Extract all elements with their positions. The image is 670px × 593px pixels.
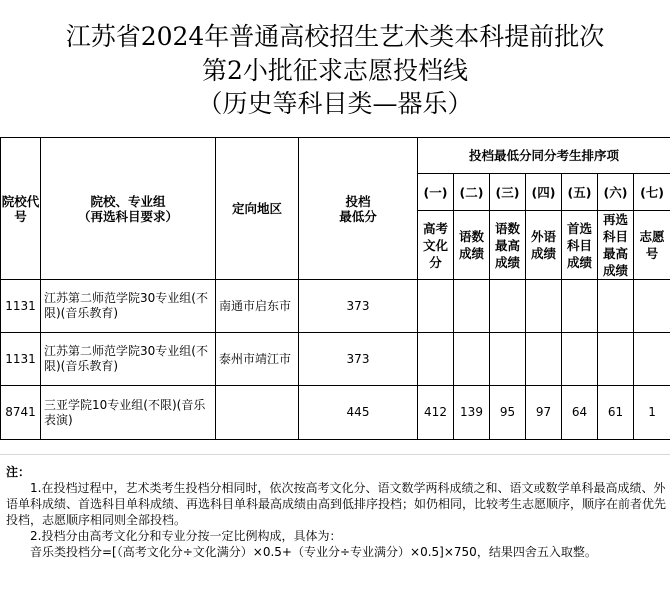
cell-min: 373: [299, 280, 418, 333]
cell-sort-value: 97: [526, 386, 562, 440]
cell-sort-value: [634, 333, 670, 386]
cell-sort-value: [526, 333, 562, 386]
cell-region: 泰州市靖江市: [216, 333, 299, 386]
sort-item: 语数成绩: [454, 211, 490, 280]
header-min-l2: 最低分: [339, 208, 377, 224]
sort-num: (四): [526, 174, 562, 211]
note-3: 音乐类投档分=[（高考文化分÷文化满分）×0.5+（专业分÷专业满分）×0.5]×750，结果四舍五入取整。: [30, 545, 597, 559]
sort-item: 外语成绩: [526, 211, 562, 280]
cell-code: 1131: [1, 333, 41, 386]
cell-sort-value: [454, 280, 490, 333]
cell-sort-value: [418, 333, 454, 386]
sort-item: 志愿号: [634, 211, 670, 280]
title-line-2: 第2小批征求志愿投档线: [202, 56, 468, 85]
cell-region: 南通市启东市: [216, 280, 299, 333]
sort-item: 再选科目最高成绩: [598, 211, 634, 280]
cell-group: 三亚学院10专业组(不限)(音乐表演): [41, 386, 216, 440]
sort-num: (五): [562, 174, 598, 211]
table-row: [1, 333, 670, 386]
notes-label: 注：: [6, 465, 31, 479]
cell-sort-value: [490, 333, 526, 386]
note-2: 2.投档分由高考文化分和专业分按一定比例构成，具体为：: [30, 529, 342, 543]
sort-item: 首选科目成绩: [562, 211, 598, 280]
header-group-l2: （再选科目要求）: [77, 208, 178, 224]
header-min-l1: 投档: [345, 193, 371, 209]
cell-sort-value: 412: [418, 386, 454, 440]
cell-code: 8741: [1, 386, 41, 440]
sort-num: (三): [490, 174, 526, 211]
gridline: [0, 454, 670, 455]
sort-num: (六): [598, 174, 634, 211]
cell-code: 1131: [1, 280, 41, 333]
cell-group: 江苏第二师范学院30专业组(不限)(音乐教育): [41, 280, 216, 333]
header-sort-title: 投档最低分同分考生排序项: [418, 138, 670, 174]
header-min: [299, 138, 418, 280]
header-group: [41, 138, 216, 280]
cell-min: 373: [299, 333, 418, 386]
cell-sort-value: [418, 280, 454, 333]
cell-sort-value: 139: [454, 386, 490, 440]
cell-sort-value: [562, 280, 598, 333]
cell-sort-value: [454, 333, 490, 386]
admission-table: [0, 137, 670, 440]
cell-sort-value: 61: [598, 386, 634, 440]
header-region: 定向地区: [216, 138, 299, 280]
header-group-l1: 院校、专业组: [90, 193, 166, 209]
cell-region: [216, 386, 299, 440]
sort-item: 语数最高成绩: [490, 211, 526, 280]
note-1: 1.在投档过程中，艺术类考生投档分相同时，依次按高考文化分、语文数学两科成绩之和、语文或数学单科最高成绩、外语单科成绩、首选科目单科成绩、再选科目单科最高成绩由高到低排序投档；如仍相同，比较考生志愿顺序，顺序在前者优先投档，志愿顺序相同则全部投档。: [6, 481, 667, 527]
cell-sort-value: [562, 333, 598, 386]
cell-sort-value: [634, 280, 670, 333]
table-row: [1, 386, 670, 440]
notes: [6, 465, 668, 560]
cell-sort-value: [490, 280, 526, 333]
title-line-3: （历史等科目类—器乐）: [197, 89, 473, 118]
header-code: 院校代号: [1, 138, 41, 280]
table-row: [1, 280, 670, 333]
cell-sort-value: [598, 280, 634, 333]
sort-item: 高考文化分: [418, 211, 454, 280]
cell-group: 江苏第二师范学院30专业组(不限)(音乐教育): [41, 333, 216, 386]
cell-sort-value: 95: [490, 386, 526, 440]
sort-num: (二): [454, 174, 490, 211]
sort-num: (七): [634, 174, 670, 211]
cell-min: 445: [299, 386, 418, 440]
title-line-1: 江苏省2024年普通高校招生艺术类本科提前批次: [65, 22, 605, 51]
cell-sort-value: 64: [562, 386, 598, 440]
cell-sort-value: [526, 280, 562, 333]
cell-sort-value: [598, 333, 634, 386]
cell-sort-value: 1: [634, 386, 670, 440]
sort-num: (一): [418, 174, 454, 211]
